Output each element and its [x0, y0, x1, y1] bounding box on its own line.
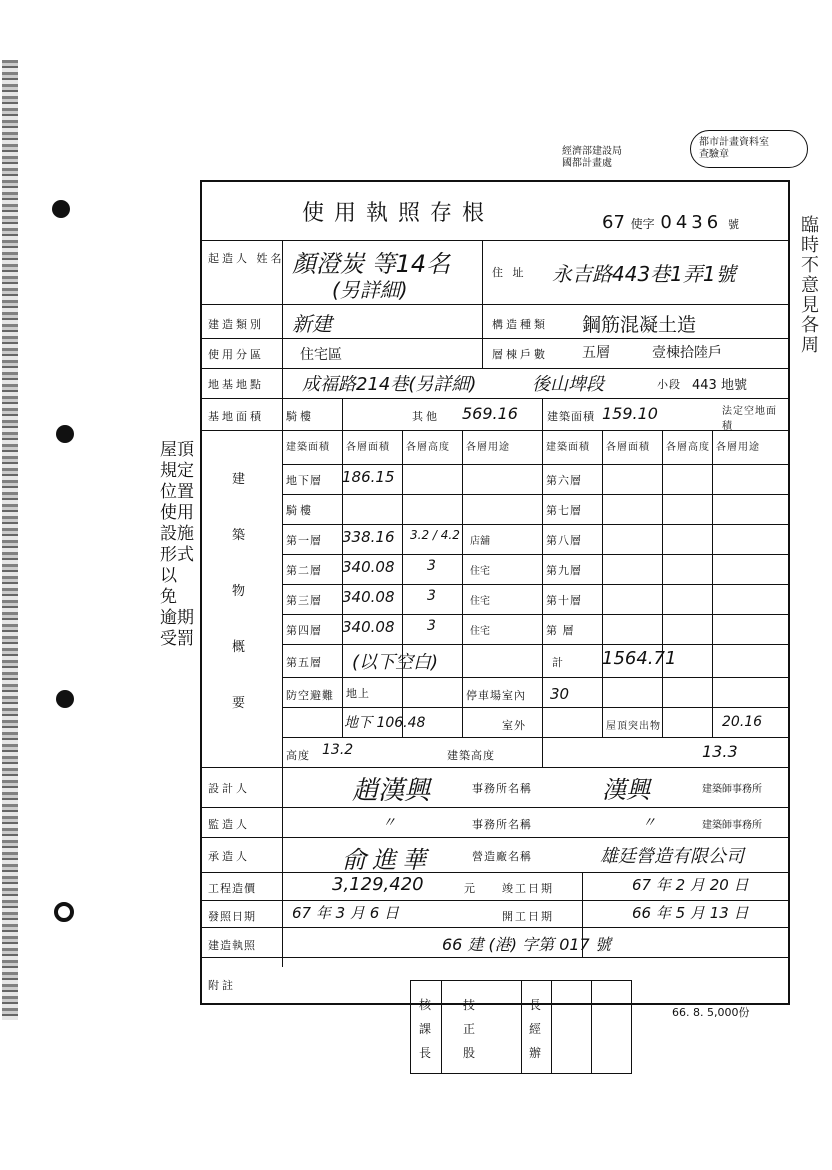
total-value: 1564.71 — [602, 648, 677, 669]
punch-hole — [56, 690, 74, 708]
margin-text: 臨時不意見各周 — [798, 215, 819, 355]
designer-label: 設計人 — [208, 782, 250, 795]
designer-office-label: 事務所名稱 — [472, 782, 532, 795]
designer-office: 漢興 — [602, 776, 650, 804]
address-value: 永吉路443巷1弄1號 — [552, 262, 736, 286]
designer-office-suffix: 建築師事務所 — [702, 784, 762, 795]
supervisor-office-suffix: 建築師事務所 — [702, 820, 762, 831]
punch-hole — [52, 200, 70, 218]
side-note: 屋頂 規定 位置 使用 設施 形式 以 免 逾期 受罰 — [160, 440, 194, 649]
permit-form: 使用執照存根 67 使字 0436 號 起造人 姓名 顏澄炭 等14名 (另詳細) 住 址 永吉路443巷1弄1號 建造類別 新建 構造種類 鋼筋混凝土造 使用分區 住宅區 層棟戶數 五層 壹棟拾陸戶 地基地點 成福路214巷(另詳細) 後山埤段 小段 443 地號 基地面積 騎樓 其他 569.16 建築面積 159.10 法定空地面積 建 築 物 概 要 建築面積 各層面積 各層高度 各層用途 建築面積 各層面積 各層高度 各層用途 地下層 186.15 騎樓 第一層 338.16 3.2 / 4.2 店舖 第二層 340.08 3 住宅 第三層 340.08 3 住宅 第四層 340.08 3 住宅 第五層 (以下空白) 第六層 第七層 第八層 第九層 第十層 第 層 計 1564.71 防空避難 地上 地下 106.48 停車場 室內 室外 30 屋頂突出物 20.16 高度 13.2 建築高度 13.3 設計人 趙漢興 事務所名稱 漢興 建築師事務所 監造人 〃 事務所名稱 〃 建築師事務所 承造人 俞進華 營造廠名稱 雄廷營造有限公司 工程造價 3,129,420 元 竣工日期 67 年 2 月 20 日 發照日期 67 年 3 月 6 日 開工日期 66 年 5 月 13 日 建造執照 66 建 (港) 字第 017 號 附註 — [200, 180, 790, 1005]
structure-value: 新建 — [292, 312, 332, 336]
site-label: 地基地點 — [208, 378, 264, 391]
parking-in: 室內 — [502, 689, 526, 702]
floor-row-right: 第九層 — [546, 564, 582, 577]
building-height-value: 13.3 — [702, 742, 738, 761]
floor-row-right: 第六層 — [546, 474, 582, 487]
designer-name: 趙漢興 — [352, 776, 431, 806]
start-value: 66 年 5 月 13 日 — [632, 904, 749, 922]
site-value: 成福路214巷(另詳細) — [302, 374, 477, 395]
area-sub-other: 其他 — [412, 410, 440, 423]
units-value: 五層 — [582, 345, 610, 361]
cost-label: 工程造價 — [208, 882, 256, 895]
floor-header-area: 建築面積 — [286, 442, 330, 453]
contractor-firm-label: 營造廠名稱 — [472, 850, 532, 863]
area-value: 569.16 — [462, 404, 518, 423]
floor-header-use: 各層用途 — [466, 442, 510, 453]
legal-space-label: 法定空地面積 — [722, 406, 777, 432]
approval-block: 核 課 長 技 正 股 長 經 辦 — [410, 980, 632, 1074]
builder-label: 起造人 姓名 — [208, 252, 285, 265]
form-title: 使用執照存根 — [302, 201, 495, 226]
use-label: 使用分區 — [208, 348, 264, 361]
floor-header-area-right: 建築面積 — [546, 442, 590, 453]
floor-row-right: 第七層 — [546, 504, 582, 517]
area-sub-arcade: 騎樓 — [286, 410, 314, 423]
defense-under: 地下 106.48 — [344, 715, 426, 731]
contractor-name: 俞進華 — [342, 846, 432, 874]
permit-value: 66 建 (港) 字第 017 號 — [442, 935, 611, 954]
area-label: 基地面積 — [208, 410, 264, 423]
contractor-label: 承造人 — [208, 850, 250, 863]
issue-label: 發照日期 — [208, 910, 256, 923]
building-area-label: 建築面積 — [547, 410, 595, 423]
complete-value: 67 年 2 月 20 日 — [632, 876, 749, 894]
address-label: 住 址 — [492, 266, 527, 279]
scan-edge — [2, 60, 18, 1020]
site-lot: 443 地號 — [692, 378, 747, 393]
start-label: 開工日期 — [502, 910, 554, 923]
defense-ground: 地上 — [346, 687, 370, 700]
cost-value: 3,129,420 — [332, 874, 424, 895]
height-value: 13.2 — [322, 742, 354, 758]
floor-row-right: 第 層 — [546, 624, 575, 637]
building-area-value: 159.10 — [602, 404, 658, 423]
builder-value: 顏澄炭 等14名 — [292, 250, 451, 278]
issue-value: 67 年 3 月 6 日 — [292, 904, 400, 922]
construction-value: 鋼筋混凝土造 — [582, 314, 697, 336]
roof-value: 20.16 — [722, 714, 763, 730]
site-area: 後山埤段 — [532, 374, 604, 395]
floor-header-use-right: 各層用途 — [716, 442, 760, 453]
units-label: 層棟戶數 — [492, 348, 548, 361]
roof-label: 屋頂突出物 — [606, 721, 661, 732]
floor-header-each-area-right: 各層面積 — [606, 442, 650, 453]
cost-unit: 元 — [464, 882, 478, 895]
supervisor-office-label: 事務所名稱 — [472, 818, 532, 831]
top-stamp-left: 經濟部建設局 國都計畫處 — [562, 146, 622, 169]
supervisor-label: 監造人 — [208, 818, 250, 831]
building-summary-heading: 建 築 物 概 要 — [232, 472, 246, 711]
defense-label: 防空避難 — [286, 689, 334, 702]
supervisor-name: 〃 — [382, 815, 396, 831]
remarks-label: 附註 — [208, 979, 236, 992]
floor-header-each-area: 各層面積 — [346, 442, 390, 453]
parking-out: 室外 — [502, 719, 526, 732]
punch-hole — [54, 902, 74, 922]
construction-label: 構造種類 — [492, 318, 548, 331]
site-lot-label: 小段 — [657, 378, 681, 391]
permit-label: 建造執照 — [208, 939, 256, 952]
parking-label: 停車場 — [466, 689, 502, 702]
supervisor-office: 〃 — [642, 815, 656, 831]
floor-header-height: 各層高度 — [406, 442, 450, 453]
units-value-2: 壹棟拾陸戶 — [652, 345, 722, 361]
total-label: 計 — [552, 656, 566, 669]
building-height-label: 建築高度 — [447, 749, 495, 762]
complete-label: 竣工日期 — [502, 882, 554, 895]
use-value: 住宅區 — [300, 347, 342, 363]
floor-row-right: 第十層 — [546, 594, 582, 607]
print-note: 66. 8. 5,000份 — [672, 1006, 750, 1019]
structure-label: 建造類別 — [208, 318, 264, 331]
builder-value-2: (另詳細) — [332, 278, 408, 302]
serial-block: 67 使字 0436 號 — [602, 212, 739, 233]
height-label: 高度 — [286, 749, 310, 762]
punch-hole — [56, 425, 74, 443]
top-stamp-right: 都市計畫資料室 查驗章 — [690, 130, 808, 168]
contractor-firm: 雄廷營造有限公司 — [600, 846, 744, 867]
floor-header-height-right: 各層高度 — [666, 442, 710, 453]
parking-value: 30 — [550, 685, 570, 703]
floor-row-right: 第八層 — [546, 534, 582, 547]
